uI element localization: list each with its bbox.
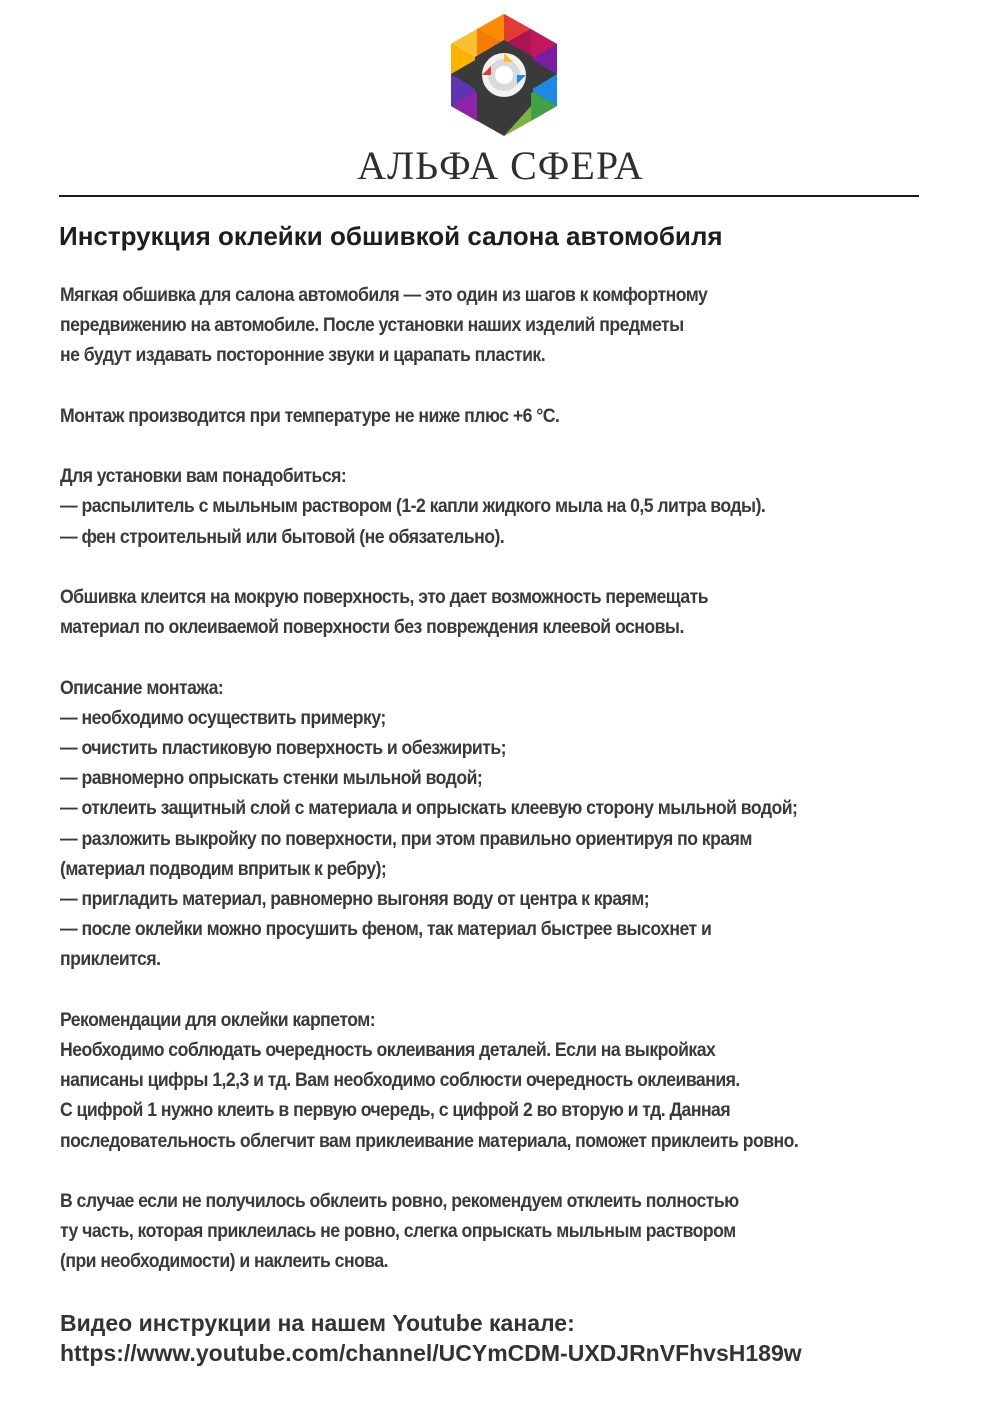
- list-item: — фен строительный или бытовой (не обязательно).: [60, 525, 505, 548]
- text-line: Монтаж производится при температуре не ниже плюс +6 °С.: [60, 404, 560, 427]
- text-line: материал по оклеиваемой поверхности без повреждения клеевой основы.: [60, 616, 684, 639]
- installation-steps-paragraph: [60, 673, 906, 975]
- list-item: — отклеить защитный слой с материала и опрыскать клеевую сторону мыльной водой;: [60, 797, 798, 820]
- text-line: (при необходимости) и наклеить снова.: [60, 1250, 389, 1273]
- text-line: не будут издавать посторонние звуки и царапать пластик.: [60, 344, 546, 367]
- text-line: написаны цифры 1,2,3 и тд. Вам необходимо соблюсти очередность оклеивания.: [60, 1069, 740, 1092]
- video-label: Видео инструкции на нашем Youtube канале:: [60, 1310, 575, 1336]
- text-line: Для установки вам понадобиться:: [60, 465, 347, 488]
- text-line: С цифрой 1 нужно клеить в первую очередь, с цифрой 2 во вторую и тд. Данная: [60, 1099, 731, 1122]
- text-line: Необходимо соблюдать очередность оклеивания деталей. Если на выкройках: [60, 1039, 716, 1061]
- wet-surface-paragraph: [60, 582, 906, 642]
- text-line: приклеится.: [60, 948, 161, 971]
- text-line: Рекомендации для оклейки карпетом:: [60, 1008, 376, 1031]
- header-divider: [59, 195, 919, 197]
- list-item: — разложить выкройку по поверхности, при этом правильно ориентируя по краям: [60, 827, 752, 850]
- list-item: — распылитель с мыльным раствором (1-2 капли жидкого мыла на 0,5 литра воды).: [60, 495, 766, 518]
- alfa-sfera-logo-icon: [447, 12, 561, 138]
- list-item: — очистить пластиковую поверхность и обезжирить;: [60, 736, 506, 759]
- instruction-body: [60, 280, 906, 1307]
- intro-paragraph: [60, 280, 906, 371]
- temperature-paragraph: [60, 401, 906, 431]
- text-line: (материал подводим впритык к ребру);: [60, 857, 387, 880]
- video-footer: [60, 1308, 802, 1368]
- list-item: — необходимо осуществить примерку;: [60, 706, 386, 729]
- list-item: — равномерно опрыскать стенки мыльной водой;: [60, 767, 483, 790]
- tools-paragraph: [60, 461, 906, 552]
- text-line: передвижению на автомобиле. После установки наших изделий предметы: [60, 314, 684, 337]
- text-line: Мягкая обшивка для салона автомобиля — это один из шагов к комфортному: [60, 284, 708, 306]
- list-item: — пригладить материал, равномерно выгоняя воду от центра к краям;: [60, 888, 650, 910]
- youtube-channel-link[interactable]: https://www.youtube.com/channel/UCYmCDM-UXDJRnVFhvsH189w: [60, 1340, 802, 1366]
- redo-paragraph: [60, 1186, 906, 1277]
- text-line: В случае если не получилось обклеить ровно, рекомендуем отклеить полностью: [60, 1190, 739, 1212]
- brand-name: АЛЬФА СФЕРА: [357, 143, 644, 188]
- carpet-recommendations-paragraph: [60, 1005, 906, 1156]
- list-item: — после оклейки можно просушить феном, так материал быстрее высохнет и: [60, 918, 712, 941]
- text-line: ту часть, которая приклеилась не ровно, слегка опрыскать мыльным раствором: [60, 1220, 736, 1243]
- text-line: последовательность облегчит вам приклеивание материала, поможет приклеить ровно.: [60, 1129, 799, 1152]
- page-title: Инструкция оклейки обшивкой салона автомобиля: [59, 221, 723, 251]
- text-line: Обшивка клеится на мокрую поверхность, это дает возможность перемещать: [60, 585, 709, 608]
- text-line: Описание монтажа:: [60, 676, 224, 699]
